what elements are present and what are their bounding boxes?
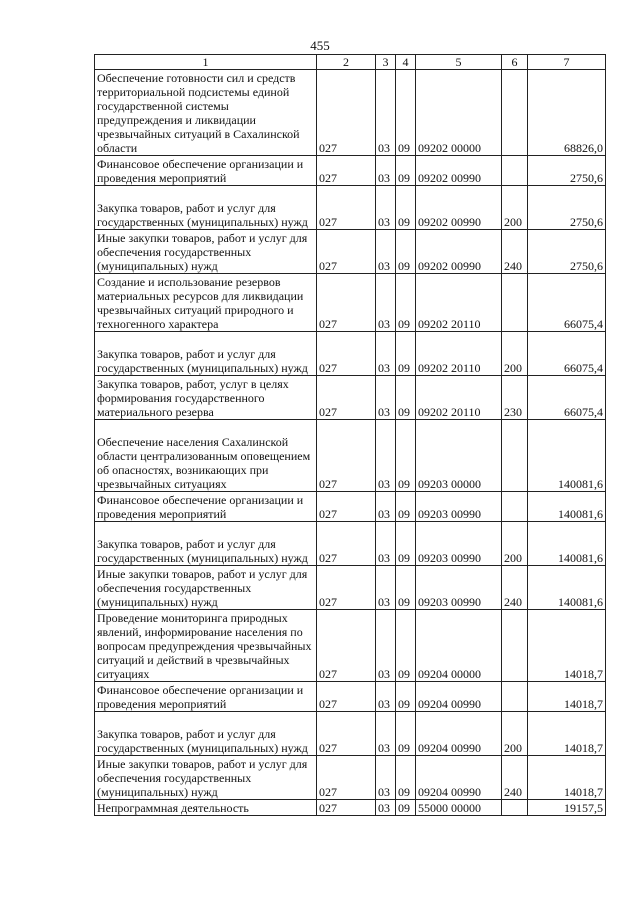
row-col-4: 09 <box>396 712 416 756</box>
row-col-6: 200 <box>502 712 528 756</box>
row-col-4: 09 <box>396 420 416 492</box>
row-description: Обеспечение населения Сахалинской области централизованным оповещением об опасностях, возникающих при чрезвычайных ситуациях <box>95 420 317 492</box>
row-col-3: 03 <box>376 332 396 376</box>
row-col-6 <box>502 610 528 682</box>
row-amount: 14018,7 <box>528 756 606 800</box>
row-col-2: 027 <box>317 610 376 682</box>
row-col-5: 09204 00990 <box>416 682 502 712</box>
table-row <box>95 186 606 230</box>
row-col-5: 09202 00990 <box>416 230 502 274</box>
row-col-6: 240 <box>502 756 528 800</box>
row-col-5: 09202 00990 <box>416 156 502 186</box>
row-amount: 19157,5 <box>528 800 606 816</box>
row-col-5: 55000 00000 <box>416 800 502 816</box>
row-col-2: 027 <box>317 566 376 610</box>
row-col-5: 09202 00990 <box>416 186 502 230</box>
row-description: Проведение мониторинга природных явлений, информирование населения по вопросам предупреждения чрезвычайных ситуаций и действий в чрезвычайных ситуациях <box>95 610 317 682</box>
row-description: Закупка товаров, работ и услуг для государственных (муниципальных) нужд <box>95 712 317 756</box>
row-col-6 <box>502 682 528 712</box>
table-row <box>95 274 606 332</box>
page-number: 455 <box>310 38 330 53</box>
row-amount: 140081,6 <box>528 566 606 610</box>
row-col-5: 09202 20110 <box>416 376 502 420</box>
table-row <box>95 712 606 756</box>
table-row <box>95 376 606 420</box>
table-row <box>95 522 606 566</box>
row-description: Закупка товаров, работ и услуг для государственных (муниципальных) нужд <box>95 186 317 230</box>
table-row <box>95 610 606 682</box>
row-col-6: 230 <box>502 376 528 420</box>
row-col-2: 027 <box>317 800 376 816</box>
row-col-3: 03 <box>376 566 396 610</box>
row-amount: 140081,6 <box>528 492 606 522</box>
row-col-5: 09204 00000 <box>416 610 502 682</box>
row-description: Обеспечение готовности сил и средств территориальной подсистемы единой государственной системы предупреждения и ликвидации чрезвычайных ситуаций в Сахалинской области <box>95 70 317 156</box>
header-col-2: 2 <box>317 55 376 70</box>
row-col-5: 09203 00990 <box>416 492 502 522</box>
table-row <box>95 332 606 376</box>
row-col-2: 027 <box>317 492 376 522</box>
row-col-4: 09 <box>396 522 416 566</box>
row-col-3: 03 <box>376 230 396 274</box>
row-description: Иные закупки товаров, работ и услуг для обеспечения государственных (муниципальных) нужд <box>95 230 317 274</box>
row-col-5: 09202 20110 <box>416 332 502 376</box>
row-col-6: 200 <box>502 522 528 566</box>
row-col-2: 027 <box>317 712 376 756</box>
row-col-4: 09 <box>396 610 416 682</box>
row-col-3: 03 <box>376 712 396 756</box>
table-row <box>95 70 606 156</box>
row-amount: 66075,4 <box>528 274 606 332</box>
row-col-4: 09 <box>396 332 416 376</box>
row-col-3: 03 <box>376 274 396 332</box>
row-amount: 68826,0 <box>528 70 606 156</box>
row-col-4: 09 <box>396 492 416 522</box>
row-col-2: 027 <box>317 756 376 800</box>
row-col-3: 03 <box>376 522 396 566</box>
row-col-2: 027 <box>317 70 376 156</box>
row-col-5: 09202 20110 <box>416 274 502 332</box>
row-col-5: 09203 00990 <box>416 566 502 610</box>
row-description: Создание и использование резервов материальных ресурсов для ликвидации чрезвычайных ситуаций природного и техногенного характера <box>95 274 317 332</box>
row-col-4: 09 <box>396 566 416 610</box>
table-row <box>95 230 606 274</box>
row-col-4: 09 <box>396 186 416 230</box>
row-amount: 66075,4 <box>528 332 606 376</box>
row-col-3: 03 <box>376 420 396 492</box>
row-col-2: 027 <box>317 274 376 332</box>
header-col-7: 7 <box>528 55 606 70</box>
row-col-6: 200 <box>502 186 528 230</box>
table-row <box>95 420 606 492</box>
row-amount: 66075,4 <box>528 376 606 420</box>
row-col-6 <box>502 492 528 522</box>
header-col-3: 3 <box>376 55 396 70</box>
row-col-3: 03 <box>376 186 396 230</box>
row-description: Финансовое обеспечение организации и проведения мероприятий <box>95 682 317 712</box>
row-col-4: 09 <box>396 70 416 156</box>
row-col-4: 09 <box>396 682 416 712</box>
budget-table <box>94 54 606 816</box>
row-description: Закупка товаров, работ и услуг для государственных (муниципальных) нужд <box>95 522 317 566</box>
row-col-6: 200 <box>502 332 528 376</box>
row-col-3: 03 <box>376 492 396 522</box>
row-description: Финансовое обеспечение организации и проведения мероприятий <box>95 492 317 522</box>
row-col-2: 027 <box>317 332 376 376</box>
table-row <box>95 756 606 800</box>
row-amount: 2750,6 <box>528 186 606 230</box>
row-col-2: 027 <box>317 186 376 230</box>
row-col-3: 03 <box>376 682 396 712</box>
row-col-6: 240 <box>502 566 528 610</box>
row-col-6 <box>502 70 528 156</box>
row-col-4: 09 <box>396 230 416 274</box>
row-col-2: 027 <box>317 376 376 420</box>
row-col-6 <box>502 800 528 816</box>
row-col-4: 09 <box>396 756 416 800</box>
header-col-1: 1 <box>95 55 317 70</box>
row-col-3: 03 <box>376 756 396 800</box>
row-col-2: 027 <box>317 420 376 492</box>
row-description: Закупка товаров, работ и услуг для государственных (муниципальных) нужд <box>95 332 317 376</box>
row-description: Иные закупки товаров, работ и услуг для обеспечения государственных (муниципальных) нужд <box>95 756 317 800</box>
row-col-4: 09 <box>396 274 416 332</box>
row-description: Иные закупки товаров, работ и услуг для обеспечения государственных (муниципальных) нужд <box>95 566 317 610</box>
row-col-2: 027 <box>317 682 376 712</box>
table-row <box>95 156 606 186</box>
row-col-5: 09202 00000 <box>416 70 502 156</box>
row-description: Финансовое обеспечение организации и проведения мероприятий <box>95 156 317 186</box>
row-description: Закупка товаров, работ, услуг в целях формирования государственного материального резерва <box>95 376 317 420</box>
header-col-4: 4 <box>396 55 416 70</box>
header-col-6: 6 <box>502 55 528 70</box>
table-row <box>95 800 606 816</box>
row-col-4: 09 <box>396 800 416 816</box>
header-row <box>95 55 606 70</box>
row-col-3: 03 <box>376 376 396 420</box>
row-col-5: 09204 00990 <box>416 712 502 756</box>
row-amount: 14018,7 <box>528 610 606 682</box>
row-col-3: 03 <box>376 156 396 186</box>
row-col-6 <box>502 274 528 332</box>
row-col-3: 03 <box>376 800 396 816</box>
row-description: Непрограммная деятельность <box>95 800 317 816</box>
row-amount: 14018,7 <box>528 682 606 712</box>
row-amount: 140081,6 <box>528 522 606 566</box>
table-row <box>95 566 606 610</box>
header-col-5: 5 <box>416 55 502 70</box>
row-col-6 <box>502 420 528 492</box>
row-amount: 140081,6 <box>528 420 606 492</box>
table-row <box>95 682 606 712</box>
row-amount: 2750,6 <box>528 230 606 274</box>
row-col-5: 09203 00990 <box>416 522 502 566</box>
row-col-2: 027 <box>317 156 376 186</box>
row-col-3: 03 <box>376 70 396 156</box>
row-col-3: 03 <box>376 610 396 682</box>
row-col-2: 027 <box>317 230 376 274</box>
row-amount: 2750,6 <box>528 156 606 186</box>
row-col-6 <box>502 156 528 186</box>
row-col-4: 09 <box>396 376 416 420</box>
table-row <box>95 492 606 522</box>
row-col-5: 09203 00000 <box>416 420 502 492</box>
row-amount: 14018,7 <box>528 712 606 756</box>
row-col-5: 09204 00990 <box>416 756 502 800</box>
row-col-4: 09 <box>396 156 416 186</box>
row-col-2: 027 <box>317 522 376 566</box>
row-col-6: 240 <box>502 230 528 274</box>
